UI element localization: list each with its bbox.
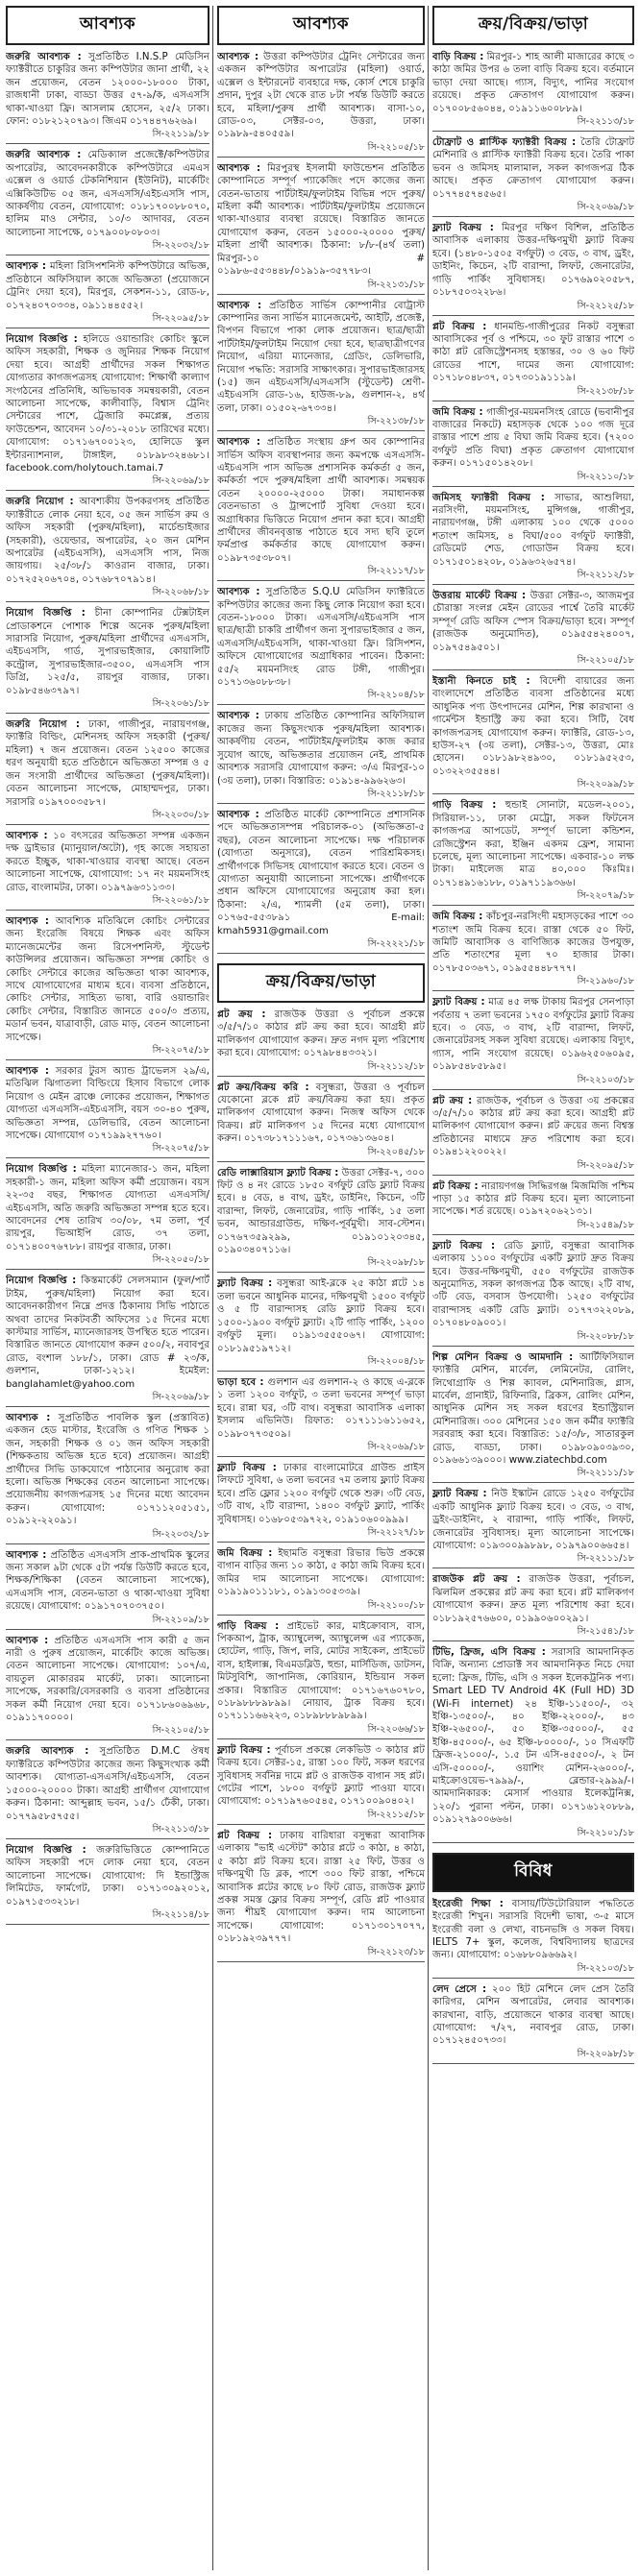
classified-ad bbox=[6, 1549, 209, 1614]
ad-code: সি-২২১১০/১৮ bbox=[432, 471, 634, 487]
column-rule bbox=[212, 6, 213, 2570]
ad-heading: ফ্ল্যাট বিক্রয় : bbox=[432, 1240, 496, 1252]
classified-ad bbox=[6, 1275, 209, 1391]
classified-ad bbox=[432, 1573, 634, 1625]
ad-code: সি-২২০৬৮/১৮ bbox=[6, 586, 209, 602]
ad-heading: লেদ প্রেসে : bbox=[432, 1983, 487, 1995]
ad-body: সুপ্রতিষ্ঠিত পাবলিক স্কুল (প্রস্তাবিত) একজন হেড মাস্টার, ইংরেজি ও গণিত শিক্ষক ১ জন, সহকারী শিক্ষক ও ০১ জন অফিস সহকারী (শিক্ষকতায় অভিজ্ঞ হতে হবে) প্রয়োজন। আগ্রহী প্রার্থীদের সিভি ডাকযোগে পাঠানোর অনুরোধ করা হলো। অভিজ্ঞ শিক্ষকের বেতন আলোচনা সাপেক্ষে। প্রয়োজনীয় কাগজপত্রসহ ১৫ দিনের মধ্যে আবেদন করুন। যোগাযোগ: ০১৭১১২০৫১৫১, ০১৯১২-২২০৯১। bbox=[6, 1412, 209, 1527]
ad-body: রাজউক উত্তরা ও পূর্বাচল প্রকল্পে ৩/৫/৭/১০ কাঠার প্লট ক্রয় করা হবে। আগ্রহী প্লট মালিকগণ যোগাযোগ করুন। দ্রুত নগদ মূল্য পরিশোধ করা হবে। যোগাযোগ: ০১৭৯৮৪৪৩৩২১। bbox=[217, 1009, 425, 1059]
classified-ad bbox=[6, 333, 209, 474]
classified-ad bbox=[432, 1180, 634, 1219]
ad-heading: আবশ্যক : bbox=[6, 830, 48, 841]
ad-code: সি-২১৫৪১/১৮ bbox=[432, 1625, 634, 1641]
ad-heading: গাড়ি বিক্রয় : bbox=[432, 800, 497, 812]
ad-code: সি-২২১৩৮/১৮ bbox=[432, 385, 634, 401]
column-wanted-buysell bbox=[217, 6, 425, 2570]
ad-heading: ভাড়া হবে : bbox=[217, 1376, 264, 1388]
ad-code: সি-২২১২৭/১৮ bbox=[217, 1526, 425, 1543]
ad-heading: প্লট বিক্রয় : bbox=[432, 1180, 479, 1192]
ad-code: সি-২২১০৪/১৮ bbox=[217, 689, 425, 705]
classified-ad bbox=[6, 1844, 209, 1908]
classified-ad bbox=[6, 915, 209, 1044]
ad-code: সি-২২০৭৫/১৮ bbox=[6, 1142, 209, 1158]
ad-code: সি-২২০৩০/১৮ bbox=[6, 809, 209, 825]
ad-heading: নিয়োগ বিজ্ঞপ্তি : bbox=[6, 333, 78, 345]
ad-body: প্রাইভেট কার, মাইক্রোবাস, বাস, পিকআপ, ট্রাক, অ্যাম্বুলেন্স, অ্যাম্বুলেন্স এর প্যাকেজ, হোটেল, গাড়ি, জিপ, লরি, মোটর সাইকেল, প্রাইভেট বাস, হাইলাক্স, বিএমডব্লিউ, হুন্ডা, মার্সিডিজ, ডাটসন, মিটসুবিশি, জাপানিজ, কোরিয়ান, ইন্ডিয়ান সকল প্রকার। বিস্তারিত যোগাযোগ: ০১৭১৬৭৬০৭৮০, ০১৮৯৮৮৮৯৮৯৯। নোয়াব, ট্রাক বিক্রয় হবে। ০১৭১১১৬৬২২৩, ০১৮৯৮৮৮৯৮৯৯। bbox=[217, 1620, 425, 1722]
ad-code: সি-২২১০৫/১৮ bbox=[6, 1724, 209, 1740]
classified-ad bbox=[432, 321, 634, 385]
classified-ad bbox=[6, 607, 209, 697]
classified-ad bbox=[432, 1983, 634, 2048]
ad-body: মিরপুর-১ শাহ আলী মাজারের কাছে ৩ কাঠা জমির উপর ৬ তলা বাড়ি বিক্রয় হবে। বর্তমানে ভাড়া দেয়া আছে। গ্যাস, বিদ্যুৎ, পানির সংযোগ রয়েছে। প্রকৃত ক্রেতাগণ যোগাযোগ করুন। ০১৭০০৮৫৬০৪৪, ০১৯১১৬০০৮৮৯। bbox=[432, 52, 634, 114]
classified-ad bbox=[217, 809, 425, 937]
column-rule bbox=[428, 6, 429, 2570]
section-heading: ক্রয়/বিক্রয়/ভাড়া bbox=[217, 963, 425, 1003]
ad-heading: ফ্ল্যাট বিক্রয় : bbox=[432, 223, 494, 234]
ad-body: কাঁচপুর-নরসিংদী মহাসড়কের পাশে ৩০ শতাংশ জমি বিক্রয় হবে। রাস্তা থেকে ৫০ ফিট, জমিটি আবাসিক ও বাণিজ্যিক কাজের উপযুক্ত, প্রতি শতাংশের মূল্য ৭০ হাজার টাকা। ০১৭৮৫০৩৬৭১, ০১৯৫৫৪৪৮৭৭৭। bbox=[432, 911, 634, 974]
ad-code: সি-২২০৩২/১৮ bbox=[6, 1528, 209, 1544]
ad-code: সি-২২০৯৫/১৮ bbox=[432, 1159, 634, 1176]
ad-body: মিরপুর দক্ষিণ বিশিল, প্রতিষ্ঠিত আবাসিক এলাকায় উত্তর-দক্ষিণমুখী ফ্ল্যাট বিক্রয় হবে। (১৪৮০-১৫০৫ বর্গফুট) ৩ বেড, ৩ বাথ, ড্রইং, ডাইনিং, কিচেন, ২টি বারান্দা, লিফট, জেনারেটর, গাড়ি পার্কিং সুবিধাসহ। ০১৭৬৯০২০৫৮৭, ০১৮৭৫০৩২২৮৬। bbox=[432, 223, 634, 299]
classified-ad bbox=[432, 996, 634, 1073]
ad-heading: টোফ্রাট ও প্লাস্টিক ফ্যাক্টরী বিক্রয় : bbox=[432, 137, 577, 149]
ad-code: সি-২২১১২/১৮ bbox=[217, 1060, 425, 1077]
classified-ad bbox=[217, 1830, 425, 1946]
ad-code: সি-২২০৬১/১৮ bbox=[6, 894, 209, 911]
classified-ad bbox=[432, 1351, 634, 1468]
ad-heading: নিয়োগ বিজ্ঞপ্তি : bbox=[6, 1276, 77, 1287]
ad-heading: জমিসহ ফ্যাক্টরী বিক্রয় : bbox=[432, 492, 545, 503]
classified-ad bbox=[432, 492, 634, 569]
ad-code: সি-২২০৫০/১৮ bbox=[6, 1253, 209, 1270]
ad-code: সি-২২১০৩/১৮ bbox=[432, 1962, 634, 1979]
ad-body: রাজউক, পূর্বাচল ও উত্তরা ৩য় প্রকল্পের ৩/৫/৭/১০ কাঠার প্লট ক্রয় করা হবে। আগ্রহী প্লট মালিকগণ যোগাযোগ করুন। প্লট ক্রয়ের জন্য বিশ্বস্ত প্রতিষ্ঠানের মাধ্যমে দ্রুত পরিশোধ করা হবে। ০১৯৪১২২০০২২। bbox=[432, 1095, 634, 1158]
ad-body: সুপ্রতিষ্ঠিত S.Q.U মেডিসিন ফ্যাক্টরিতে কম্পিউটার কাজের জন্য কিছু লোক নিয়োগ করা হবে। বেতন-১৮০০০ টাকা। এসএসসি/এইচএসসি পাস ছাত্র/ছাত্রী চাকরি প্রার্থীগণ জন্য সুপারভাইজার ৫ জন, এসএসসি/এইচএসসি, থাকা-খাওয়া ফ্রি। রিসিপশন, অফিসে যোগাযোগের অগ্রাধিকার পাবেন। ঠিকানা: ৫৫/২ ময়মনসিংহ রোড টঙ্গী, গাজীপুর। ০১৭১৩৬০৮৮৩৮। bbox=[217, 587, 425, 689]
classified-ad bbox=[432, 406, 634, 471]
ad-body: পূর্বাচল প্রকল্পে লেকভিউ ৩ কাঠার প্লট বিক্রয় হবে। সেক্টর-১৫, রাস্তা ১০০ ফিট, সকল ধরণের সুবিধাসহ সর্বনিম্ন দামে প্লট ও রাজউক বাগান সহ প্লট। গেটের পাশে, ১৮০০ বর্গফুট ফ্ল্যাট পাওয়া যাবে। যোগাযোগ: ০১৭১৯৭৬০৫৪৫, ০১৭১০০৯০৪০২। bbox=[217, 1744, 425, 1808]
ad-heading: আবশ্যক : bbox=[217, 162, 261, 174]
classified-ad bbox=[217, 710, 425, 787]
ad-code: সি-২২০৬১/১৮ bbox=[6, 697, 209, 714]
ad-code: সি-২১৯৬০/১৮ bbox=[432, 975, 634, 991]
classified-ad bbox=[217, 436, 425, 565]
classified-ad bbox=[217, 586, 425, 689]
ad-body: চীনা কোম্পানির টেক্সটাইল প্রোডাকশনে পোশাক শিল্পে অনেক পুরুষ/মহিলা সারাসরি নিয়োগ, পুরুষ/মহিলা প্রার্থীদের এসএসসি, এইচএসসি, গার্ড, সুপারভাইজার, কোয়ালিটি কন্ট্রোল, সুপারভাইজার-৩৫০০, এসএসসি পাস ডিগ্রি, ১২৫/৫, রায়পুর বাজার, ঢাকা। ০১৯৮৫৪৬৩৭৯৭। bbox=[6, 608, 209, 696]
ad-body: মেডিক্যাল প্রজেক্টে/কম্পিউটার অপারেটর, আবেদনকারীকে কম্পিউটারে এমএস এক্সেল ও ওয়ার্ড টেকনিশিয়ান (ইউনিট), মার্কেটিং এক্সিকিউটিভ ০৫ জন, এসএসসি/এইচএসসি পাস, আকর্ষণীয় বেতন, যোগাযোগ: ০১৮১৭০০৮৮০৭০, হালিম মাও সেন্টার, ১০/৩ আদাবর, বেতন আলোচনা সাপেক্ষে, ০১৭৯০০৮০৮০৩। bbox=[6, 150, 209, 238]
ad-code: সি-২২০৯৯/১৮ bbox=[432, 778, 634, 794]
ad-body: প্রতিষ্ঠিত সার্ভিস কোম্পানীর বোট্রাস্ট কোম্পানির জন্য সার্ভিস ম্যানেজমেন্ট, আইটি, প্রজেক্ট, বিপণন বিভাগে পাকা লোক প্রয়োজন। ছাত্র/ছাত্রী পার্টটাইম/ফুলটাইম নিয়োগ দেয়া হবে, ছাত্রছাত্রীগণের নিয়োগ, এরিয়া ম্যানেজার, গ্রেডিং, ডেলিভারি, নিয়োগ পদ্ধতি: সরাসরি সাক্ষাৎকার। সুপারভাইজারসহ (১৫) জন এইচএসসি/এসএসসি (স্টুডেন্ট) শ্রেণী-এইচএসসি রোড-১৬, হাউজ-৮৯, গুলশান-২, ৪র্থ তলা, ঢাকা। ০১৫০২-৬৭৩৩৪। bbox=[217, 300, 425, 414]
ad-body: সাভার, আশুলিয়া, নরসিংদী, ময়মনসিংহ, মুন্সিগঞ্জ, গাজীপুর, নারায়ণগঞ্জ, টঙ্গী এলাকায় ১০০ থেকে ৫০০০ শতাংশ জমিসহ, ৪ বিঘা/৫০০ বর্গফুট ফ্যাক্টরী, রেডিমেট শেড, গোডাউন বিক্রয় হবে। ০১৭১৫০১৪২০৮, ০১৯৬৩২৬৫৭৪। bbox=[432, 492, 634, 568]
ad-code: সি-২২১১৩/১৮ bbox=[432, 115, 634, 132]
ad-code: সি-২২১২৩/১৮ bbox=[217, 1946, 425, 1962]
ad-heading: জরুরি নিয়োগ : bbox=[6, 497, 74, 508]
ad-heading: আবশ্যক : bbox=[217, 587, 260, 598]
ad-body: নিউ ইস্কাটন রোডে ১২৫০ বর্গফুটের একটি আধুনিক ফ্ল্যাট বিক্রয় হবে। ৩ বেড, ৩ বাথ, ড্রইং-ডাইনিং, ২ বারান্দা, গাড়ি পার্কিং, লিফট, জেনারেটর সুবিধাসহ। মূল্য আলোচনা সাপেক্ষে। যোগাযোগ: ০১৯৩০০৯৯৮৯৮, ০১৯৭৯০০৬৬৫৪। bbox=[432, 1489, 634, 1551]
ad-body: প্রতিষ্ঠিত মার্কেট কোম্পানিতে প্রশাসনিক পদে অভিজ্ঞতাসম্পন্ন পরিচালক-০১ (অভিজ্ঞতা-৫ বছর), বেতন আলোচনা সাপেক্ষে। দক্ষ পরিচালক (যোগ্যতা অনুসারে), বেতন পারিশ্রমিকসহ। প্রার্থীগণকে সিভিসহ যোগাযোগ করতে হবে। বেতন ও যোগ্যতা অনুযায়ী আলোচনা সাপেক্ষে। প্রার্থীগণকে প্রধান অফিসে যোগাযোগের অনুরোধ করা হল। ঠিকানা: ২/এ, শ্যামলী (৫ম তলা), ঢাকা। ০১৭৬৫-৫৫৩৮৯১ bbox=[217, 809, 425, 924]
ad-body: উত্তরা কম্পিউটার ট্রেনিং সেন্টারের জন্য একজন কম্পিউটার অপারেটর (মহিলা) ওয়ার্ড, এক্সেল ও ইন্টারনেট ব্যবহারে দক্ষ, কোর্স শেষে চাকুরি প্রদান, দুপুর ২টা থেকে রাত ৮টা পর্যন্ত ডিউটি করতে হবে, মহিলা/পুরুষ প্রার্থী আবশ্যক। বাসা-১০, রোড-০৩, সেক্টর-০৩, উত্তরা, ঢাকা। ০১৯৮৯-৫৪০৫৫৯। bbox=[217, 52, 425, 140]
ad-code: সি-২২১০৫/১৮ bbox=[432, 654, 634, 670]
ad-body: আবশ্যিক মতিঝিলে কোচিং সেন্টারের জন্য ইংরেজি বিষয়ে শিক্ষক এবং অফিস ম্যানেজমেন্টের জন্য রিসেপশনিস্ট, স্টুডেন্ট কাউন্সিলর প্রয়োজন। অভিজ্ঞতা সম্পন্ন কোচিং ও কোচিং সেন্টারে কাজের অভিজ্ঞতা থাকা আবশ্যক, সাথে যোগাযোগের মাধ্যম হবে। ব্যবসা প্রতিষ্ঠানে, কোচিং সেন্টার, সাহিত্য ভাষা, বারি ওয়ান্ডারিং কোচিং সেন্টার, বিস্তারিত জানতে ৫০০/৩ প্রত্যয়, মডার্ন ভবন, যাত্রাবাড়ী, রোড মাড়, বেতন আলোচনা সাপেক্ষে। bbox=[6, 915, 209, 1043]
ad-code: সি-২২০৬৯/১৮ bbox=[432, 201, 634, 217]
classified-ad bbox=[432, 590, 634, 654]
classified-ad bbox=[6, 830, 209, 894]
ad-heading: আবশ্যক : bbox=[217, 809, 259, 820]
classified-ad bbox=[6, 718, 209, 809]
classified-ad bbox=[217, 1009, 425, 1060]
ad-heading: ফ্ল্যাট বিক্রয় : bbox=[432, 997, 485, 1009]
ad-heading: আবশ্যক : bbox=[217, 437, 260, 449]
ad-contact-link[interactable]: banglahamlet@yahoo.com bbox=[6, 1378, 135, 1390]
ad-heading: আবশ্যক : bbox=[217, 300, 262, 311]
ad-code: সি-২২২২১/১৮ bbox=[217, 937, 425, 954]
ad-heading: শিল্প মেশিন বিক্রয় ও আমদানি : bbox=[432, 1351, 574, 1363]
ad-heading: ইস্তানী কিনতে চাই : bbox=[432, 676, 530, 688]
ad-code: সি-২২০৩২/১৮ bbox=[6, 239, 209, 255]
ad-body: প্রতিষ্ঠিত সংস্থায় গ্রুপ অব কোম্পানির সার্ভিস অফিস ব্যবস্থাপনার জন্য কমপক্ষে এসএসসি-এইচএসসি পাস অভিজ্ঞ প্রশাসনিক কর্মকর্তা ৫ জন, কর্মকর্তা পদে পুরুষ/মহিলা প্রার্থী আবশ্যক। সমন্বয়ক বেতন ২০০০০-২৫০০০ টাকা। সমাধানকল্প বেতনভাতা ও ট্রান্সপোর্ট সুবিধা দেওয়া হবে। অগ্রাধিকার ভিত্তিতে নিয়োগ প্রদান করা হবে। আগ্রহী প্রার্থীদের জীবনবৃত্তান্ত পাঠাতে হবে সদ্য ছবি তুলে ফর্মপ্রাপ্ত কর্মকর্তার কাছে যোগাযোগ করুন। ০১৯৮৭৩৫৩৮০৭। bbox=[217, 437, 425, 564]
classified-ad bbox=[432, 1488, 634, 1552]
classified-ad bbox=[217, 1376, 425, 1441]
ad-body: বাসায়/টিউটোরিয়াল পদ্ধতিতে ইংরেজী শিখুন। সরাসরি বিদেশী ভাষা, ৩-৫ মাসে ইংরেজী বলা ও লেখা, বাচনভঙ্গি ও সকল বিষয়। IELTS 7+ স্কুল, কলেজ, বিশ্ববিদ্যালয় ছাত্রদের জন্য। যোগাযোগ: ০১৬৮৮০৯৬৬৯২। bbox=[432, 1898, 634, 1961]
classified-ad bbox=[432, 675, 634, 778]
ad-body: উত্তরা সেক্টর-৭, ৩০০ ফিট ও ৪ নং রোডে ১৮৫০ বর্গফুট রেডি ফ্ল্যাট বিক্রয় হবে। ৪ বেড, ৪ বাথ, ড্রইং, ডাইনিং, কিচেন, ৩টি বারান্দা, লিফট, জেনারেটর, গাড়ি পার্কিং, ১৫ তলা ভবন, আন্ডারগ্রাউন্ড, দক্ষিণ-পূর্বমুখী। সাব-স্টেশন। ০১৭৬৭৩৫৯২৯৯, ০১৯১০১২০৩৪৫, ০১৯০৩৪০৭১১৬। bbox=[217, 1167, 425, 1256]
ad-body: গাজীপুর-ময়মনসিংহ রোডে (ভবানীপুর বাজারের নিকটে) মহাসড়ক থেকে ১০০ গজ দূরে রাস্তার পাশে প্রায় ৫ বিঘা জমি বিক্রয় হবে। (৭২০০ বর্গফুট প্রতি বিঘা) প্রকৃত ক্রেতাগণ যোগাযোগ করুন। ০১৭১৫০১৪২০৮। bbox=[432, 406, 634, 470]
ad-body: উত্তরা সেক্টর-৩, আজমপুর চৌরাস্তা সংলগ্ন মেইন রোডের পার্শ্বে তৈরি মার্কেট সম্পূর্ণ রেডি অফিস স্পেস বিক্রয়/ভাড়া হবে। সম্পূর্ণ (রাজউক অনুমোদিত), ০১৯৫৫৪২৪০০৭, ০১৯৭৫৪৯৫০১। bbox=[432, 591, 634, 653]
ad-heading: প্লট বিক্রয় : bbox=[217, 1830, 273, 1841]
ad-code: সি-২২১০৩/১৮ bbox=[432, 1074, 634, 1090]
classified-ad bbox=[432, 1646, 634, 1827]
ad-heading: জমি বিক্রয় : bbox=[432, 406, 483, 418]
ad-body: মাত্র ৪৫ লক্ষ টাকায় মিরপুর সেনপাড়া পর্বতায় ৭ তলা ভবনের ১৭৫০ বর্গফুটের ফ্ল্যাট বিক্রয় হবে। ৩ বেড, ৩ বাথ, ২টি বারান্দা, লিফট, জেনারেটরসহ সকল সুবিধা রয়েছে। এলাকায় বিদ্যুৎ, গ্যাস, পানি সংযোগ রয়েছে। ০১৯৬২৫০৬০৯৫, ০১৯৮৫৪৮৫৮৯৫। bbox=[432, 997, 634, 1073]
classified-ad bbox=[432, 911, 634, 975]
ad-code: সি-২২০৭৫/১৮ bbox=[6, 1044, 209, 1060]
classified-ad bbox=[217, 300, 425, 416]
ad-body: মহিলা রিসিপশনিস্ট কম্পিউটারে অভিজ্ঞ, প্রতিষ্ঠানে অফিসিয়াল কাজে অভিজ্ঞতা (প্রয়োজনে ট্রেনিং দেয়া হবে), মিরপুর, সেকশন-১১, রোড-৮, ০১৭২৪০৭০৩৩৪, ০৯১১৪৪৫৫২। bbox=[6, 261, 209, 311]
ad-body: রেডি ফ্ল্যাট, বসুন্ধরা আবাসিক এলাকায় ১১০০ বর্গফুটের একটি ফ্ল্যাট দ্রুত বিক্রয় হবে। উত্তর-দক্ষিণমুখী, ৫৫০ বর্গফুটের রাজউক অনুমোদিত, সকল কাগজপত্র ঠিক আছে। ২টি বাথ, ৩টি বেড, বসবাস উপযোগী। ১২৫০ বর্গফুটের বারান্দাসহ একটি রেডি ফ্ল্যাট। ০১৭৭৩২২০৮৯, ০১৭০৪৮০৯০০১। bbox=[432, 1240, 634, 1329]
ad-heading: জরুরি আবশ্যক : bbox=[6, 52, 82, 62]
ad-heading: জমি বিক্রয় : bbox=[432, 911, 483, 923]
ad-code: সি-২২১০৯/১৮ bbox=[6, 1614, 209, 1630]
ad-body: ইছামতি বসুন্ধরা রিভার ভিউ প্রকল্পে বাগান বাড়ির জন্য ১০ কাঠা, ৫ কাঠা জমি বিক্রয় হবে। জমির দাম আলোচনা সাপেক্ষে। যোগাযোগ: ০১৯১৯০১১১৮১, ০১৯১৩০৫৩৩৯। bbox=[217, 1547, 425, 1598]
ad-code: সি-২২১১৯/১৮ bbox=[6, 128, 209, 144]
ad-body: তৈরি টোফ্রাট মেশিনারি ও প্লাস্টিক ফ্যাক্টরী বিক্রয় হবে। তৈরি পাকা ভবন ও জমিসহ মালামাল, সকল কাগজপত্র ঠিক আছে। প্রকৃত ক্রেতাগণ যোগাযোগ করুন। ০১৭৭৪৫৭৪৫৬৫। bbox=[432, 137, 634, 200]
classified-ad bbox=[6, 149, 209, 239]
ad-body: বসুন্ধরা আই-ব্লকে ২৫ কাঠা প্লটে ১৪ তলা ভবনে আধুনিক মানের, দক্ষিণমুখী ১৫০০ বর্গফুট ও ৫ টি বারান্দাসহ রেডি ফ্ল্যাট বিক্রয় হবে। ১৫০০-১৯০০ বর্গফুট ফ্ল্যাট। ২টি গাড়ি পার্কিং, ১২০০ বর্গফুট মূল্য। ০১৯১৩৫৫৫০৬৭। যোগাযোগ: ০১৮১৯৫১৯৭১২। bbox=[217, 1278, 425, 1354]
ad-code: সি-২২০৬৯/১৮ bbox=[6, 474, 209, 491]
ad-body: ধানমন্ডি-গাজীপুরের নিকট বসুন্ধরা আবাসিকের পূর্ব ও পশ্চিমে, ৩০ ফুট রাস্তার পাশে ৩ কাঠা প্লট রেজিস্ট্রেশনসহ হস্তান্তর, ৩০ ও ৬০ ফিট রোডের পাশে, দামের জন্য যোগাযোগ: ০১৭১৮০৪৮৩৭, ০১৭৩০১৯১১১৯। bbox=[432, 321, 634, 384]
ad-code: সি-২২১২৫/১৮ bbox=[432, 300, 634, 316]
ad-code: সি-২১৫৪৯/১৮ bbox=[432, 1219, 634, 1235]
ad-heading: ফ্ল্যাট বিক্রয় : bbox=[217, 1744, 271, 1756]
ad-heading: জরুরি আবশ্যক : bbox=[6, 150, 82, 161]
ad-contact-link[interactable]: E-mail: kmah5931@gmail.com bbox=[217, 912, 425, 936]
ad-code: সি-২২০৯৮/১৮ bbox=[432, 2048, 634, 2064]
ad-heading: প্লট ক্রয়/বিক্রয় করি : bbox=[217, 1081, 309, 1093]
ad-body: প্রতিষ্ঠিত এসএসসি পাস কারী ৫ জন নারী ও পুরুষ প্রয়োজন, মার্কেটিং কাজে অভিজ্ঞ। বেতন আলোচনা সাপেক্ষে। যোগাযোগ: ১০৭/এ, বায়তুল মোকাররম মার্কেট, ঢাকা। আলোচনা সাপেক্ষে, সরকারি/বেসরকারি ও ব্যবসা প্রতিষ্ঠানের সকল কর্মী নিয়োগ দেয়া হবে। ০১৭১৮৬০৬৯৬৮, ০১৯১১৭০০০০। bbox=[6, 1635, 209, 1724]
ad-heading: জমি বিক্রয় : bbox=[217, 1547, 273, 1559]
classified-ad bbox=[432, 799, 634, 889]
ad-heading: আবশ্যক : bbox=[6, 1549, 47, 1561]
ad-code: সি-২২১১৩/১৮ bbox=[6, 1823, 209, 1839]
ad-heading: রেডি লাক্সারিয়াস ফ্ল্যাট বিক্রয় : bbox=[217, 1167, 339, 1179]
classified-ad bbox=[432, 1240, 634, 1330]
ad-heading: রাজউক প্লট ক্রয় : bbox=[432, 1574, 521, 1586]
ad-contact-link[interactable]: facebook.com/holytouch.tamai.7 bbox=[6, 462, 164, 474]
ad-heading: আবশ্যক : bbox=[217, 711, 259, 722]
ad-body: বিদেশী বায়ারের জন্য বাংলাদেশে প্রতিষ্ঠিত ব্যবসা প্রতিষ্ঠানের মধ্যে আধুনিক পণ্য উৎপাদনের মেশিন, শিল্প কারখানা ও গার্মেন্টস ইন্ডাস্ট্রি ক্রয় করা হবে। সিটি, বৈধ কাগজপত্রসহ যোগাযোগ করুন। ফ্যাক্টরি, রোড-১৩, হাউস-২৭ (৩য় তলা), সেক্টর-১৩, উত্তরা, মোঃ হোসেন। ০১৮১৯৮২৪৯৩০, ০১৮১৯৫২৫৩, ০১৩২২৩৫৫৪৪। bbox=[432, 676, 634, 777]
ad-body: সুপ্রতিষ্ঠিত D.M.C ঔষধ ফ্যাক্টরিতে কম্পিউটার কাজের জন্য কিছুসংখ্যক কর্মী আবশ্যক। যোগ্যতা-এসএসসি/এইচএসসি, বেতন ১৫০০০-২০০০০ টাকা। আগ্রহী প্রার্থীগণ যোগাযোগ করুন। ঠিকানা: আব্দুল্লাহ ভবন, ১৫/১ ঢেঁকী, ঢাকা। ০১৭৭৯৫৮৫৭৫৫। bbox=[6, 1746, 209, 1822]
classified-ad bbox=[432, 51, 634, 115]
ad-code: সি-২২১০৫/১৮ bbox=[217, 141, 425, 158]
classified-ad bbox=[217, 1462, 425, 1526]
ad-body: নারায়ণগঞ্জ সিদ্ধিরগঞ্জ মিজমিজি পশ্চিম পাড়া ১৫ কাঠার প্লট বিক্রয় হবে। মূল্য আলোচনা সাপেক্ষে। শর্ত রয়েছে। ০১৯৭২০৬২১৩১। bbox=[432, 1180, 634, 1218]
ad-heading: ফ্ল্যাট বিক্রয় : bbox=[217, 1462, 277, 1473]
ad-code: সি-২২০৯৫/১৮ bbox=[6, 312, 209, 328]
ad-code: সি-২২০৬৬/১৮ bbox=[217, 1723, 425, 1739]
ad-list bbox=[217, 1009, 425, 1962]
classified-ad bbox=[6, 51, 209, 128]
ad-heading: উত্তরায় মার্কেট বিক্রয় : bbox=[432, 591, 527, 601]
ad-body: আর্টিফিসিয়াল ফ্যাক্টরি মেশিন, মার্বেল, লেমিনেটর, রোলিং, লিথোগ্রাফি ও শিল্প ক্যাবল, মেশিনারিজ, গ্লাস, মার্বেল, গ্রানাইট, রিফিনারি, ব্রিকস, রোলিং মেশিন, আধুনিক মেশিন সহ সকল ধরণের ইন্ডাস্ট্রিয়াল মেশিনারিজ। ৩০০ মেশিনের ১৫০ জন কর্মীর ফ্যাক্টরি সরবরাহ করা হবে। বিস্তারিত: ১৫/৩/৮, সাতারকুল রোড, বাড্ডা, ঢাকা। ০১৯৮০৯০৩৯৩০, ০১৯৬৬১৩৯০০০। www.ziatechbd.com bbox=[432, 1351, 634, 1466]
ad-code: সি-২২১০০/১৮ bbox=[217, 1599, 425, 1616]
ad-heading: টিভি, ফ্রিজ, এসি বিক্রয় : bbox=[432, 1647, 546, 1658]
ad-body: হুন্ডাই সোনাটা, মডেল-২০০১, সিরিয়াল-১১, ঢাকা মেট্রো, সকল ফিটনেস কাগজপত্র আপডেট, সম্পূর্ণ ভালো কন্ডিশন, রেজিস্ট্রেশন করা, ইঞ্জিন একদম ফ্রেশ, সামান্য চলেছে, মূল্য আলোচনা সাপেক্ষে। একবার-১০ লক্ষ টাকা। মাইলেজ মাত্র ৪০,০০০ কিঃমিঃ। ০১৭১৪৯১৬১৮৮, ০১৯৭১১৯৩৬৬। bbox=[432, 800, 634, 888]
classified-ad bbox=[6, 1412, 209, 1528]
ad-code: সি-২২০০৪/১৮ bbox=[217, 1355, 425, 1372]
ad-code: সি-২২১১৮/১৮ bbox=[217, 788, 425, 804]
ad-code: সি-২২০৬৯/১৮ bbox=[6, 1391, 209, 1407]
ad-code: সি-২২১১১/১৮ bbox=[432, 1552, 634, 1568]
classified-ad bbox=[6, 1065, 209, 1142]
ad-code: সি-২২০৮৮/১৮ bbox=[432, 1330, 634, 1347]
section-heading: আবশ্যক bbox=[217, 6, 425, 45]
ad-heading: প্লট ক্রয় : bbox=[217, 1009, 266, 1020]
ad-list bbox=[432, 1898, 634, 2064]
ad-list bbox=[217, 51, 425, 954]
ad-code: সি-২২১১৭/১৮ bbox=[217, 565, 425, 581]
ad-list bbox=[6, 51, 209, 1925]
column-wanted bbox=[6, 6, 209, 2570]
ad-heading: নিয়োগ বিজ্ঞপ্তি : bbox=[6, 1164, 77, 1176]
section-heading: আবশ্যক bbox=[6, 6, 209, 45]
ad-code: সি-২২০৪৫/১৮ bbox=[217, 1146, 425, 1162]
classified-ad bbox=[217, 1744, 425, 1809]
classified-ad bbox=[6, 260, 209, 312]
ad-body: মিরপুরস্থ ইসলামী ফাউন্ডেশন প্রতিষ্ঠিত কোম্পানিতে সম্পূর্ণ প্যাকেজিং পদে কাজের জন্য বেতন-ভাতায় পার্টটাইম/ফুলটাইম বিভিন্ন পদে পুরুষ/মহিলা কর্মী আবশ্যক। পার্টটাইম/ফুলটাইম প্রয়োজনে থাকা-খাওয়ার ব্যবস্থা রয়েছে। বিস্তারিত জানতে যোগাযোগ করুন, বেতন ১৫০০০-২০০০০ পুরুষ/মহিলা প্রার্থী আবশ্যক। ঠিকানা: ৮/৮-(৪র্থ তলা) মিরপুর-১০ # ০১৯৮৬-৫৫৩৪৪৮/০১৯১৯-৩৫৭৭৮৩। bbox=[217, 162, 425, 278]
classified-ad bbox=[432, 136, 634, 201]
column-buysell-misc bbox=[432, 6, 634, 2570]
ad-heading: নিয়োগ বিজ্ঞপ্তি : bbox=[6, 1844, 86, 1856]
ad-code: সি-২২১০১/১৮ bbox=[432, 1827, 634, 1843]
ad-heading: প্লট বিক্রয় : bbox=[432, 321, 487, 332]
ad-code: সি-২২১৩৮/১৮ bbox=[217, 415, 425, 431]
ad-code: সি-২২০৯৮/১৮ bbox=[217, 1256, 425, 1273]
ad-heading: নিয়োগ বিজ্ঞপ্তি : bbox=[6, 608, 86, 620]
ad-body: সুপ্রতিষ্ঠিত I.N.S.P মেডিসিন ফ্যাক্টরীতে চাকুরির জন্য কম্পিউটার জানা প্রার্থী, ২২ জন প্রয়োজন, বেতন ১২০০০-১৮০০০ টাকা, রাজধানী ঢাকা, বাড্ডা উত্তর ৫৭-৯/ক, এসএসসি থাকা-খাওয়া ফ্রি। আসলাম হোসেন, ২৫/২ ঢাকা। ফোন: ০১৮২১২০৭৯৩। জিএম ০১৭৪৪৭৬২৬৯। bbox=[6, 52, 209, 128]
ad-code: সি-২২১১৪/১৮ bbox=[6, 1908, 209, 1925]
ad-body: জরুরিভিত্তিতে কোম্পানিতে অফিস সহকারী পদে লোক নেয়া হবে, বেতন আলোচনা সাপেক্ষে। যোগাযোগ: দি ইন্ডাস্ট্রিজ লিমিটেড, ফার্মগেট, ঢাকা। ০১৭১৩০৯২০১২, ০১৯৭১৫৩৩২১৮। bbox=[6, 1844, 209, 1908]
classified-ad bbox=[432, 222, 634, 299]
ad-body: কিস্তমার্কেট সেলসম্যান (ফুল/পার্ট টাইম, পুরুষ/মহিলা) নিয়োগ করা হবে। আবেদনকারীগণ নিম্নে প্রদত্ত ঠিকানায় সিভি পাঠাতে অথবা তাদের নিকটবর্তী অফিসের ১৫ দিনের মধ্যে কাস্টমার সার্ভিস, ম্যানেজারসহ উপস্থিত হতে পারেন। বিস্তারিত জানতে যোগাযোগ করুন ৫০০/২, নবাবপুর রোড, বংশাল ১৮৮/১, ঢাকা। রোড # ২৩/ক, গুলশান, ঢাকা-১২১২। ইমেইল: bbox=[6, 1276, 209, 1377]
ad-heading: গাড়ি বিক্রয় : bbox=[217, 1620, 280, 1632]
classified-ad bbox=[217, 1620, 425, 1723]
ad-body: হলিডে ওয়ান্ডারিং কোচিং স্কুলে অফিস সহকারী, শিক্ষক ও জুনিয়র শিক্ষক নিয়োগ দেয়া হবে। আগ্রহী প্রার্থীদের সকল শিক্ষাগত যোগ্যতার কাগজপত্রসহ যোগাযোগ: শিক্ষার্থী কাল্যাণ সংগঠনের প্রতিনিধি, অভিভাবক সমন্বয়কারী, বেতন আলোচনা সাপেক্ষে, কালীবাড়ি, বিশ্বাস ট্রেনিং সেন্টারের পাশে, ট্রেজারি কমপ্লেক্স, প্রত্যয় ফাউন্ডেশন, আবেদন ১০/৩১-২০১৮ তারিখের মধ্যে। যোগাযোগ: ০১৭১৬৭০০১২৩, হোলিডে স্কুল ইন্টারন্যাশনাল, টাঙ্গাইল, ০১৮৯৮৩২৪৬৮১। bbox=[6, 333, 209, 461]
classified-ad bbox=[217, 1547, 425, 1599]
ad-body: ঢাকা, গাজীপুর, নারায়ণগঞ্জ, ফ্যাক্টরি বিল্ডিং, মেশিনসহ অফিস সহকারী (পুরুষ/মহিলা) ৭ জন প্রয়োজন। বেতন ১২৫০০ কাজের ধরণ অনুযায়ী হতে প্রতিষ্ঠানে অভিজ্ঞতা সম্পন্ন ও ৫ জন সংসারী প্রার্থীদের অভিজ্ঞতা (পুরুষ/মহিলা)। বেতন আলোচনা সাপেক্ষে, মোহাম্মদপুর, ঢাকা। সরাসরি ০১৯৭০০৩৫৮৭। bbox=[6, 719, 209, 808]
ad-heading: প্লট ক্রয় : bbox=[432, 1095, 473, 1106]
ad-code: সি-২২০৭৯/১৮ bbox=[432, 889, 634, 906]
section-heading: ক্রয়/বিক্রয়/ভাড়া bbox=[432, 6, 634, 45]
ad-list bbox=[432, 51, 634, 1843]
ad-heading: আবশ্যক : bbox=[217, 52, 259, 62]
ad-body: সরাসরি আমদানিকৃত বিক্রি, অন্যান্য প্রোডাক্ট সব আমদানিকৃত নিচে দেয়া হলো: ফ্রিজ, টিভি, এসি ও সকল ইলেকট্রনিক পণ্য। Smart LED TV Android 4K (Full HD) 3D (Wi-Fi internet) ২৪ ইঞ্চি-১১৫০০/-, ৩২ ইঞ্চি-১৩৫০০/-, ৪০ ইঞ্চি-২২০০০/-, ৪৩ ইঞ্চি-২৬৫০০/-, ৫০ ইঞ্চি-৩৫০০০/-, ৫৫ ইঞ্চি-৪৫০০০/-, ৬৫ ইঞ্চি-৮০০০০/-, ১০ সিএফটি ফ্রিজ-২১০০০/-, ১.৫ টন এসি-৪৫৫০০/-, ২ টন এসি-৫০০০০/-, ওয়াশিং মেশিন-২৬০০০/-, মাইক্রোওয়েভ-৭৯৯৯/-, ব্লেন্ডার-২৯৯৯/-। আমদানিকারক: মেসার্স পাওয়ার ইলেকট্রনিক্স, ১২০/১ পুরানা পল্টন, ঢাকা। ০১৭১৬১২০৮৮৯, ০১৯১২৭৯০০৬৬৬। bbox=[432, 1647, 634, 1826]
classified-ad bbox=[6, 1635, 209, 1725]
classified-ad bbox=[432, 1095, 634, 1159]
ad-body: ঢাকায় প্রতিষ্ঠিত কোম্পানির অফিসিয়াল কাজের জন্য কিছুসংখ্যক পুরুষ/মহিলা আবশ্যক। আকর্ষণীয় বেতন, পার্টটাইম/ফুলটাইম কাজ করার সুযোগ আছে, অভিজ্ঞতার প্রয়োজন নেই, প্রাথমিক আবশ্যক সরাসরি যোগাযোগ করুন: ৩/এ মিরপুর-১০ (৩য় তলা), ঢাকা। বিস্তারিত: ০১৯১৪-৯৯৬২৬৩। bbox=[217, 711, 425, 787]
ad-heading: আবশ্যক : bbox=[6, 261, 47, 273]
ad-heading: ফ্ল্যাট বিক্রয় : bbox=[217, 1278, 273, 1290]
ad-body: মহিলা ম্যানেজার-১ জন, মহিলা সহকারী-১ জন, মহিলা অফিস কর্মী প্রয়োজন। বয়স ২২-৩৫ বছর, শিক্ষাগত যোগ্যতা এসএসসি/এইচএসসি, অতি জরুরি অভিজ্ঞতা সম্পন্ন হতে হবে। আবেদনের শেষ তারিখ ৩০/০৮, ৭ম তলা, পূর্ব রায়পুর, ভিআইপি রোড, ৩৭ তলা, ০১৭১৪০০৭৬৭৮৮। রায়পুর বাজার, ঢাকা। bbox=[6, 1164, 209, 1252]
ad-body: সরকার টুরস অ্যান্ড ট্রাভেলস ২৯/এ, মতিঝিল ঝিগাতলা বিল্ডিংয়ে হিসাব বিভাগে লোক নিয়োগ ও মেইন ব্রাঞ্চে লোকের প্রয়োজন, শিক্ষাগত যোগ্যতা এসএসসি-এইচএসসি, বয়স ৩০-৪০ পুরুষ, অভিজ্ঞতা সম্পন্ন, ডেলিভারি, বেতন আলোচনা সাপেক্ষে। যোগাযোগ ০১৭১৯৯২৭৭৬০। bbox=[6, 1066, 209, 1142]
ad-heading: জরুরি নিয়োগ : bbox=[6, 719, 80, 731]
ad-body: রাজউক উত্তরা, পূর্বাচল, ঝিলমিল প্রকল্পের প্লট ক্রয় করা হবে। প্লট মালিকগণ যোগাযোগ করুন। দ্রুত মূল্য পরিশোধ করা হবে। ০১৮১৯২৫৭৬৬০০, ০১৯৯০৬০০২৯১। bbox=[432, 1574, 634, 1624]
ad-heading: জরুরি আবশ্যক : bbox=[6, 1746, 89, 1758]
classified-ad bbox=[6, 496, 209, 586]
ad-heading: আবশ্যক : bbox=[6, 1066, 49, 1077]
ad-code: সি-২২১১৫/১৮ bbox=[217, 1809, 425, 1825]
ad-heading: বাড়ি বিক্রয় : bbox=[432, 52, 484, 62]
classified-ad bbox=[217, 162, 425, 279]
ad-code: সি-২২১৩১/১৮ bbox=[217, 279, 425, 295]
section-heading: বিবিধ bbox=[432, 1853, 634, 1892]
ad-code: সি-২২০৬৯/১৮ bbox=[217, 1441, 425, 1457]
ad-heading: ফ্ল্যাট বিক্রয় : bbox=[432, 1489, 487, 1500]
ad-heading: আবশ্যক : bbox=[6, 1412, 51, 1423]
classified-ad bbox=[217, 1167, 425, 1257]
ad-heading: ইংরেজী শিক্ষা : bbox=[432, 1898, 504, 1909]
classified-ad bbox=[6, 1163, 209, 1253]
ad-heading: আবশ্যক : bbox=[6, 915, 49, 927]
ad-heading: আবশ্যক : bbox=[6, 1635, 49, 1646]
ad-body: ঢাকায় বারিধারা বসুন্ধরা আবাসিক এলাকায় "ভাই এস্টেট" কাঠার প্লটে ৩ কাঠা, ৪ কাঠা, ৫ কাঠা প্লট বিক্রয় হবে। রাস্তা ২৫ ফিট, উত্তর ও দক্ষিণমুখী ডি ব্লক, পাশে ৩০০ ফিট রাস্তা, পশ্চিমে আবাসিক প্লটের কাছে ৮০ ফিট রোড, রাজউক ফ্ল্যাট প্রকল্প সমস্ত ফ্লোর বিক্রয় সম্পূর্ণ, রেডি প্লট পাওয়ার জন্য শীঘ্রই যোগাযোগ করুন। দাম আলোচনা সাপেক্ষে। যোগাযোগ: ০১৭১৩০১৭০৭৭, ০১৮১৯২৩৯৭৭৭। bbox=[217, 1830, 425, 1945]
ad-code: সি-২২১১১/১৮ bbox=[432, 1467, 634, 1483]
classified-ad bbox=[6, 1745, 209, 1822]
ad-body: গুলশান এর গুলশান-২ ও কাছে এ-ব্লকে ১ তলা ১২০০ বর্গফুট, ৩ তলা ভবনের সম্পূর্ণ ভাড়া হবে। রান্না ঘর, ৩টি বাথ। বসুন্ধরা আবাসিক এলাকা ইসলাম এভিনিউ। রিফাত: ০১৭১১১৬১১৬৫২, ০১৯৮০৭৭৩৫০৯। bbox=[217, 1376, 425, 1440]
classified-ad bbox=[432, 1898, 634, 1962]
ad-body: ঢাকার বাংলামোটরে গ্রাউন্ড প্রাইস লিফটে সুবিধা, ৬ তলা ভবনের ৭ম তলায় ফ্ল্যাট বিক্রয় হবে। প্রতি ফ্লোর ১২০০ বর্গফুট থেকে শুরু। ৩টি বেড, ৩টি বাথ, ২টি বারান্দা, ১৪০০ বর্গফুট ফ্ল্যাট, পার্কিং সুবিধাসহ। ০১৬৮০৫৩৯৭২২, ০১৯১০৬০০৯৯৯। bbox=[217, 1462, 425, 1525]
classified-ad bbox=[217, 1081, 425, 1146]
ad-body: আবশ্যকীয় উপকরণসহ প্রতিষ্ঠিত ফ্যাক্টরীতে লোক নেয়া হবে, ০৫ জন সার্ভিস রুম ও অফিস সহকারী (পুরুষ/মহিলা), মার্চেন্ডাইজার (সহকারী), ওয়েল্ডার, অপারেটর, ২০ জন মেশিন অপারেটর (এইচএসসি), এসএসসি পাস, নিজ জায়গায়। ২৫/৩৮/১ কাওরান বাজার, ঢাকা। ০১৭২৫২০৬৭০৪, ০১৭৬৮৭০৭৯১৪। bbox=[6, 497, 209, 585]
ad-code: সি-২২১১২/১৮ bbox=[432, 569, 634, 585]
ad-body: ২০০ হিট মেশিনে লেদ প্রেস তৈরি কারিগর, মেশিন অপারেটর, লেবার আবশ্যক। কারখানা, বাড়ি, প্রয়োজনে থাকার ব্যবস্থা আছে। যোগাযোগ: ৭/২৭, নবাবপুর রোড, ঢাকা। ০১৭১২৪৫০৭৩৩। bbox=[432, 1983, 634, 2047]
ad-body: বসুন্ধরা, উত্তরা ও পূর্বাচল যেকোনো ব্লকে প্লট ক্রয়/বিক্রয় করা হয়। প্রকৃত মালিকগণ যোগাযোগ করুন। নিজস্ব অফিস থেকে বিক্রয়। প্লট মালিকগণ ১৫ দিনের মধ্যে যোগাযোগ করুন। ০১৭৩৮১৭১১১৬৭, ০১৭৩৬১৩৬০৪। bbox=[217, 1081, 425, 1145]
ad-body: প্রতিষ্ঠিত এসএসসি প্রাক-প্রাথমিক স্কুলের জন্য সকাল ৯টা থেকে ৫টা পর্যন্ত ডিউটি করতে হবে, শিক্ষক/শিক্ষিকা (বেতন আলোচনা সাপেক্ষে), এসএসসি পাস, বেতন-ভাতা ও থাকা-খাওয়া সুবিধা রয়েছে। যোগাযোগ: ০১৯১৭০৭০৩৭৫০। bbox=[6, 1549, 209, 1613]
classified-ad bbox=[217, 51, 425, 141]
classified-ad bbox=[217, 1277, 425, 1354]
ad-body: ১০ বৎসরের অভিজ্ঞতা সম্পন্ন একজন দক্ষ ড্রাইভার (ম্যানুয়াল/অটো), গৃহ কাজে সহায়তা করতে ইচ্ছুক, থাকা-খাওয়ার ব্যবস্থা আছে। বেতন আলোচনা সাপেক্ষে, যোগাযোগ: ১৭ নং ময়মনসিংহ রোড, বাংলামটর, ঢাকা। ০১৯৭৯৬৩১১৩৩। bbox=[6, 830, 209, 893]
